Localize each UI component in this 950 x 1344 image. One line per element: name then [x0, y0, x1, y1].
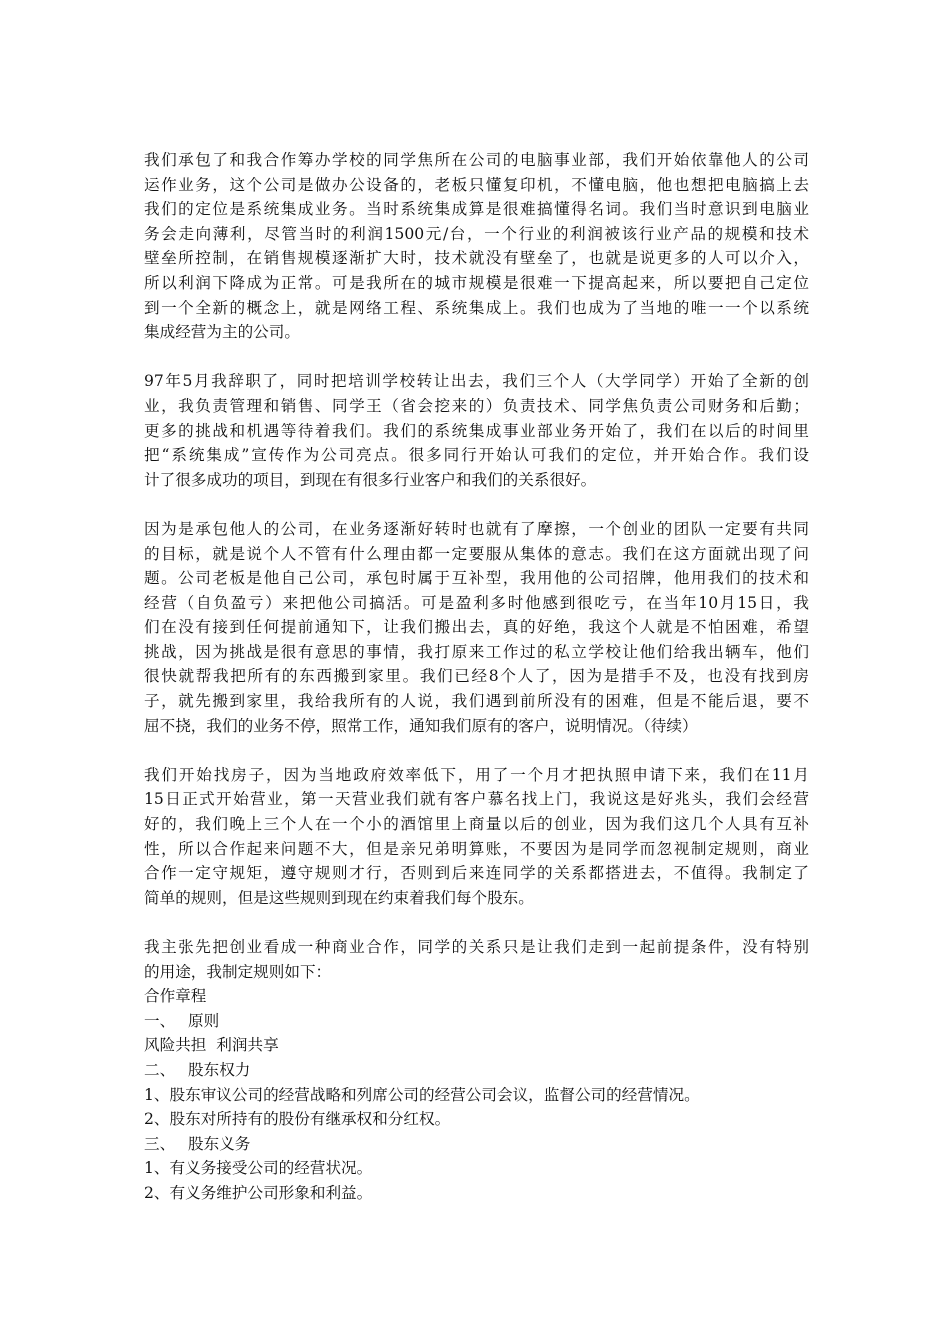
text-line: 业，我负责管理和销售、同学王（省会挖来的）负责技术、同学焦负责公司财务和后勤； — [144, 396, 809, 415]
section-title: 股东权力 — [188, 1060, 251, 1079]
section-number: 三、 — [144, 1134, 176, 1153]
text-line: 运作业务，这个公司是做办公设备的，老板只懂复印机，不懂电脑，他也想把电脑搞上去 — [144, 175, 809, 194]
list-item: 1、有义务接受公司的经营状况。 — [144, 1159, 373, 1178]
text-line: 因为是承包他人的公司，在业务逐渐好转时也就有了摩擦，一个创业的团队一定要有共同 — [144, 519, 809, 538]
list-item: 2、有义务维护公司形象和利益。 — [144, 1183, 373, 1202]
list-item: 1、股东审议公司的经营战略和列席公司的经营公司会议，监督公司的经营情况。 — [144, 1085, 700, 1104]
document-page — [144, 148, 809, 1206]
text-line: 子，就先搬到家里，我给我所有的人说，我们遇到前所没有的困难，但是不能后退，要不 — [144, 692, 809, 711]
paragraph-4 — [144, 763, 809, 911]
section-heading-principle — [144, 1009, 809, 1034]
section-number: 一、 — [144, 1011, 176, 1030]
text-line: 好的，我们晚上三个人在一个小的酒馆里上商量以后的创业，因为我们这几个人具有互补 — [144, 815, 809, 834]
text-line: 15日正式开始营业，第一天营业我们就有客户慕名找上门，我说这是好兆头，我们会经营 — [144, 790, 809, 809]
text-line: 我们开始找房子，因为当地政府效率低下，用了一个月才把执照申请下来，我们在11月 — [144, 765, 809, 784]
text-line: 97年5月我辞职了，同时把培训学校转让出去，我们三个人（大学同学）开始了全新的创 — [144, 372, 809, 391]
paragraph-1 — [144, 148, 809, 345]
charter-title: 合作章程 — [144, 987, 207, 1006]
text-line: 计了很多成功的项目，到现在有很多行业客户和我们的关系很好。 — [144, 470, 597, 489]
section-title: 股东义务 — [188, 1134, 251, 1153]
text-line: 务会走向薄利，尽管当时的利润1500元/台，一个行业的利润被该行业产品的规模和技术 — [144, 224, 809, 243]
text-line: 屈不挠，我们的业务不停，照常工作，通知我们原有的客户，说明情况。（待续） — [144, 716, 698, 735]
list-item: 2、股东对所持有的股份有继承权和分红权。 — [144, 1110, 451, 1129]
text-line: 很快就帮我把所有的东西搬到家里。我们已经8个人了，因为是措手不及，也没有找到房 — [144, 667, 809, 686]
text-line: 题。公司老板是他自己公司，承包时属于互补型，我用他的公司招牌，他用我们的技术和 — [144, 569, 809, 588]
principle-text: 风险共担 利润共享 — [144, 1036, 279, 1055]
text-line: 挑战，因为挑战是很有意思的事情，我打原来工作过的私立学校让他们给我出辆车，他们 — [144, 642, 809, 661]
section-number: 二、 — [144, 1060, 176, 1079]
section-title: 原则 — [188, 1011, 220, 1030]
intro-line: 的用途，我制定规则如下： — [144, 962, 332, 981]
text-line: 合作一定守规矩，遵守规则才行，否则到后来连同学的关系都搭进去，不值得。我制定了 — [144, 864, 809, 883]
text-line: 集成经营为主的公司。 — [144, 323, 300, 342]
paragraph-2 — [144, 369, 809, 492]
text-line: 我们承包了和我合作筹办学校的同学焦所在公司的电脑事业部，我们开始依靠他人的公司 — [144, 151, 809, 169]
section-heading-rights — [144, 1058, 809, 1083]
text-line: 简单的规则，但是这些规则到现在约束着我们每个股东。 — [144, 888, 534, 907]
text-line: 我们的定位是系统集成业务。当时系统集成算是很难搞懂得名词。我们当时意识到电脑业 — [144, 200, 809, 219]
text-line: 所以利润下降成为正常。可是我所在的城市规模是很难一下提高起来，所以要把自己定位 — [144, 273, 809, 292]
text-line: 的目标，就是说个人不管有什么理由都一定要服从集体的意志。我们在这方面就出现了问 — [144, 544, 809, 563]
section-heading-duties — [144, 1132, 809, 1157]
text-line: 性，所以合作起来问题不大，但是亲兄弟明算账，不要因为是同学而忽视制定规则，商业 — [144, 839, 809, 858]
text-line: 更多的挑战和机遇等待着我们。我们的系统集成事业部业务开始了，我们在以后的时间里 — [144, 421, 809, 440]
text-line: 把“系统集成”宣传作为公司亮点。很多同行开始认可我们的定位，并开始合作。我们设 — [144, 446, 809, 465]
text-line: 壁垒所控制，在销售规模逐渐扩大时，技术就没有壁垒了，也就是说更多的人可以介入， — [144, 249, 809, 268]
text-line: 到一个全新的概念上，就是网络工程、系统集成上。我们也成为了当地的唯一一个以系统 — [144, 298, 809, 317]
charter-section — [144, 935, 809, 1206]
text-line: 经营（自负盈亏）来把他公司搞活。可是盈利多时他感到很吃亏，在当年10月15日，我 — [144, 593, 809, 612]
paragraph-3 — [144, 517, 809, 738]
text-line: 们在没有接到任何提前通知下，让我们搬出去，真的好绝，我这个人就是不怕困难，希望 — [144, 618, 809, 637]
intro-line: 我主张先把创业看成一种商业合作，同学的关系只是让我们走到一起前提条件，没有特别 — [144, 938, 809, 956]
